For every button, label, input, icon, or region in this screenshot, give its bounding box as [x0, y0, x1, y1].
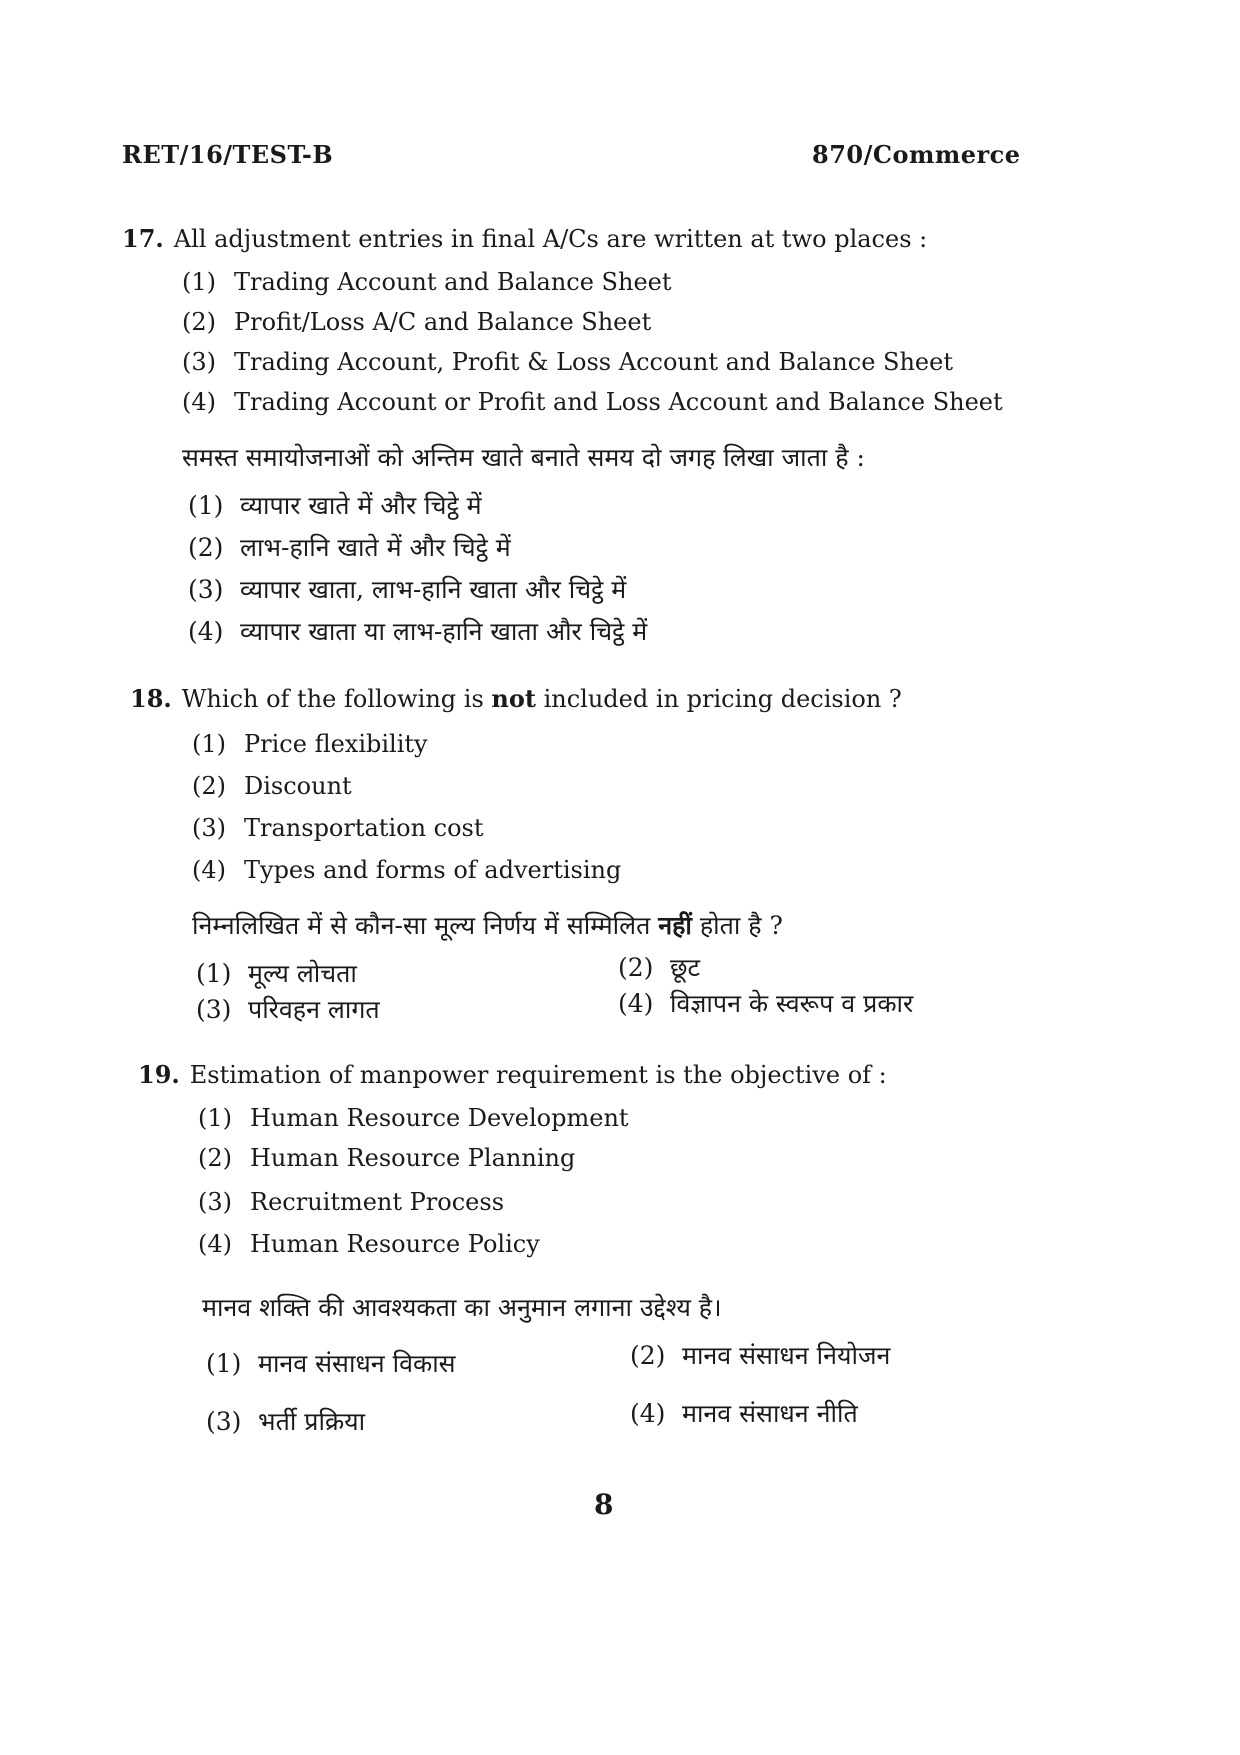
option-2: (2) Discount [192, 772, 352, 800]
hindi-option-2: (2) मानव संसाधन नियोजन [630, 1341, 891, 1370]
hindi-option-3: (3) व्यापार खाता, लाभ-हानि खाता और चिट्ठे में [188, 575, 627, 604]
hindi-option-1: (1) मानव संसाधन विकास [206, 1349, 456, 1378]
hindi-option-1: (1) व्यापार खाते में और चिट्ठे में [188, 491, 482, 520]
hindi-option-4: (4) व्यापार खाता या लाभ-हानि खाता और चिट्ठे में [188, 617, 648, 646]
page-number: 8 [594, 1488, 614, 1521]
option-3: (3) Recruitment Process [198, 1188, 505, 1216]
question-18-text: 18. Which of the following is not included in pricing decision ? [130, 684, 902, 713]
hindi-option-2: (2) लाभ-हानि खाते में और चिट्ठे में [188, 533, 511, 562]
hindi-option-4: (4) मानव संसाधन नीति [630, 1399, 858, 1428]
hindi-option-1: (1) मूल्य लोचता [196, 959, 357, 988]
emphasis-nahi: नहीं [658, 911, 692, 940]
question-number: 19. [138, 1060, 180, 1089]
hindi-option-3: (3) भर्ती प्रक्रिया [206, 1407, 366, 1436]
emphasis-not: not [491, 684, 536, 713]
question-number: 17. [122, 224, 164, 253]
option-2: (2) Profit/Loss A/C and Balance Sheet [182, 308, 652, 336]
question-number: 18. [130, 684, 172, 713]
option-2: (2) Human Resource Planning [198, 1144, 576, 1172]
question-19-text: 19. Estimation of manpower requirement is the objective of : [138, 1060, 887, 1089]
paper-code: RET/16/TEST-B [122, 140, 334, 169]
option-4: (4) Types and forms of advertising [192, 856, 622, 884]
question-17-hindi-text: समस्त समायोजनाओं को अन्तिम खाते बनाते समय दो जगह लिखा जाता है : [182, 443, 865, 472]
hindi-option-3: (3) परिवहन लागत [196, 995, 380, 1024]
hindi-option-2: (2) छूट [618, 953, 701, 982]
option-3: (3) Transportation cost [192, 814, 484, 842]
option-1: (1) Trading Account and Balance Sheet [182, 268, 672, 296]
option-4: (4) Human Resource Policy [198, 1230, 540, 1258]
option-4: (4) Trading Account or Profit and Loss Account and Balance Sheet [182, 388, 1003, 416]
option-1: (1) Price flexibility [192, 730, 428, 758]
question-19-hindi-text: मानव शक्ति की आवश्यकता का अनुमान लगाना उद्देश्य है। [202, 1293, 722, 1322]
option-1: (1) Human Resource Development [198, 1104, 629, 1132]
hindi-option-4: (4) विज्ञापन के स्वरूप व प्रकार [618, 989, 914, 1018]
option-3: (3) Trading Account, Profit & Loss Account and Balance Sheet [182, 348, 953, 376]
question-18-hindi-text: निम्नलिखित में से कौन-सा मूल्य निर्णय में सम्मिलित नहीं होता है ? [192, 911, 783, 940]
question-17-text: 17. All adjustment entries in final A/Cs are written at two places : [122, 224, 928, 253]
subject-code: 870/Commerce [812, 140, 1021, 169]
